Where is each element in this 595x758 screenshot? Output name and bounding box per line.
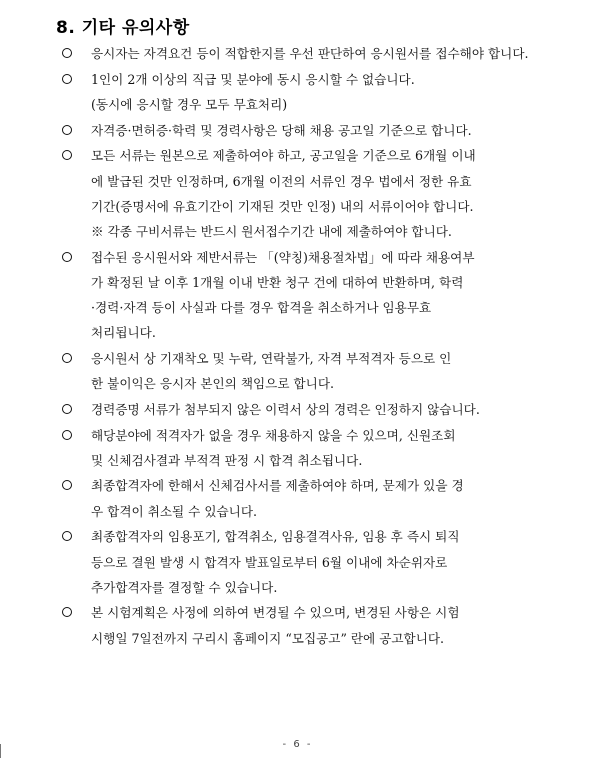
hollow-circle-bullet-icon <box>62 150 72 160</box>
notice-item <box>60 397 550 422</box>
hollow-circle-bullet-icon <box>62 48 72 58</box>
notice-line: 가 확정된 날 이후 1개월 이내 반환 청구 건에 대하여 반환하며, 학력 <box>91 274 464 290</box>
hollow-circle-bullet-icon <box>62 353 72 363</box>
notice-line: 해당분야에 적격자가 없을 경우 채용하지 않을 수 있으며, 신원조회 <box>91 427 456 443</box>
notice-line: 최종합격자의 임용포기, 합격취소, 임용결격사유, 임용 후 즉시 퇴직 <box>91 529 460 545</box>
notice-item <box>60 41 550 66</box>
notice-line: ※ 각종 구비서류는 반드시 원서접수기간 내에 제출하여야 합니다. <box>91 223 452 239</box>
notice-line: 시행일 7일전까지 구리시 홈페이지 “모집공고” 란에 공고합니다. <box>91 630 445 646</box>
notice-line: 응시원서 상 기재착오 및 누락, 연락불가, 자격 부적격자 등으로 인 <box>91 350 452 366</box>
notice-item <box>60 423 550 473</box>
hollow-circle-bullet-icon <box>62 607 72 617</box>
notice-line: 우 합격이 취소될 수 있습니다. <box>91 503 258 519</box>
notice-list <box>60 41 550 651</box>
notice-line: 응시자는 자격요건 등이 적합한지를 우선 판단하여 응시원서를 접수해야 합니다. <box>91 46 529 61</box>
notice-line: 경력증명 서류가 첨부되지 않은 이력서 상의 경력은 인정하지 않습니다. <box>91 401 480 417</box>
notice-line: 및 신체검사결과 부적격 판정 시 합격 취소됩니다. <box>91 452 363 468</box>
hollow-circle-bullet-icon <box>62 531 72 541</box>
notice-item <box>60 600 550 650</box>
notice-line: 한 불이익은 응시자 본인의 책임으로 합니다. <box>91 376 334 392</box>
section-title: 8. 기타 유의사항 <box>56 18 190 38</box>
notice-item <box>60 473 550 523</box>
notice-item <box>60 346 550 396</box>
notice-line: 자격증·면허증·학력 및 경력사항은 당해 채용 공고일 기준으로 합니다. <box>91 122 472 138</box>
notice-line: 기간(증명서에 유효기간이 기재된 것만 인정) 내의 서류이어야 합니다. <box>91 198 474 214</box>
notice-line: 에 발급된 것만 인정하며, 6개월 이전의 서류인 경우 법에서 정한 유효 <box>91 173 472 189</box>
hollow-circle-bullet-icon <box>62 480 72 490</box>
notice-item <box>60 67 550 117</box>
notice-line: 1인이 2개 이상의 직급 및 분야에 동시 응시할 수 없습니다. <box>91 71 415 87</box>
notice-line: 등으로 결원 발생 시 합격자 발표일로부터 6월 이내에 차순위자로 <box>91 554 448 570</box>
notice-line: ·경력·자격 등이 사실과 다를 경우 합격을 취소하거나 임용무효 <box>91 300 432 316</box>
notice-line: 처리됩니다. <box>91 325 156 341</box>
notice-item <box>60 524 550 600</box>
notice-line: (동시에 응시할 경우 모두 무효처리) <box>91 96 288 112</box>
notice-line: 최종합격자에 한해서 신체검사서를 제출하여야 하며, 문제가 있을 경 <box>91 478 464 494</box>
notice-line: 모든 서류는 원본으로 제출하여야 하고, 공고일을 기준으로 6개월 이내 <box>91 148 476 164</box>
notice-item <box>60 245 550 346</box>
hollow-circle-bullet-icon <box>62 252 72 262</box>
hollow-circle-bullet-icon <box>62 430 72 440</box>
notice-line: 본 시험계획은 사정에 의하여 변경될 수 있으며, 변경된 사항은 시험 <box>91 605 460 621</box>
hollow-circle-bullet-icon <box>62 125 72 135</box>
hollow-circle-bullet-icon <box>62 404 72 414</box>
notice-line: 추가합격자를 결정할 수 있습니다. <box>91 579 278 595</box>
notice-item <box>60 143 550 244</box>
page-edge-mark <box>0 744 1 758</box>
page-number: - 6 - <box>282 739 313 750</box>
notice-item <box>60 118 550 143</box>
hollow-circle-bullet-icon <box>62 74 72 84</box>
notice-line: 접수된 응시원서와 제반서류는 「(약칭)채용절차법」에 따라 채용여부 <box>91 249 475 265</box>
